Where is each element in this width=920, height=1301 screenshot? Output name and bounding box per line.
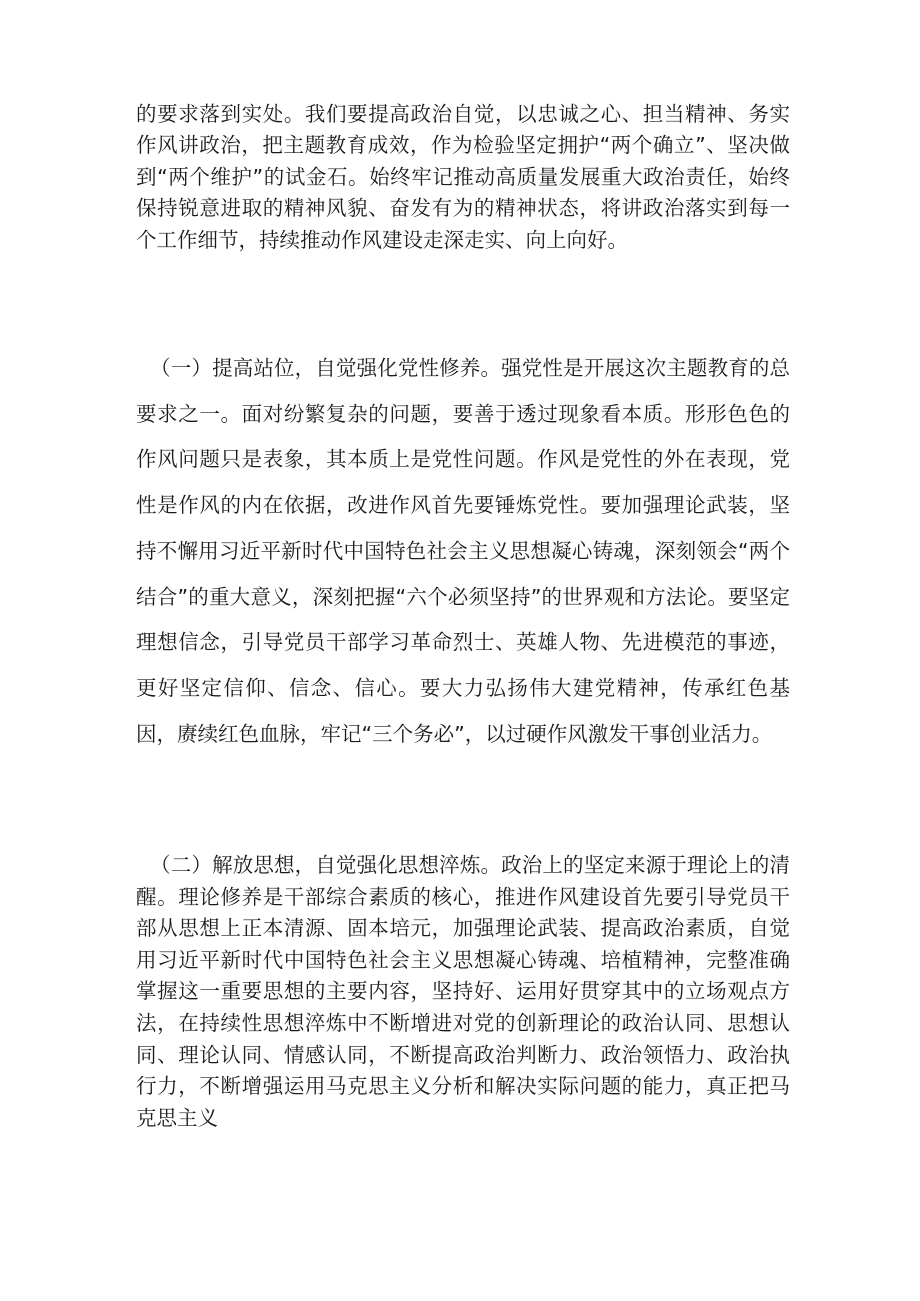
paragraph-section-one-text: （一）提高站位，自觉强化党性修养。强党性是开展这次主题教育的总要求之一。面对纷繁复杂的问题，要善于透过现象看本质。形形色色的作风问题只是表象，其本质上是党性问题。作风是党性的外在表现，党性是作风的内在依据，改进作风首先要锤炼党性。要加强理论武装，坚持不懈用习近平新时代中国特色社会主义思想凝心铸魂，深刻领会“两个结合”的重大意义，深刻把握“六个必须坚持”的世界观和方法论。要坚定理想信念，引导党员干部学习革命烈士、英雄人物、先进模范的事迹，更好坚定信仰、信念、信心。要大力弘扬伟大建党精神，传承红色基因，赓续红色血脉，牢记“三个务必”，以过硬作风激发干事创业活力。 <box>136 356 790 746</box>
paragraph-section-one <box>136 346 790 757</box>
paragraph-continuation: 的要求落到实处。我们要提高政治自觉，以忠诚之心、担当精神、务实作风讲政治，把主题教育成效，作为检验坚定拥护“两个确立”、坚决做到“两个维护”的试金石。始终牢记推动高质量发展重大政治责任，始终保持锐意进取的精神风貌、奋发有为的精神状态，将讲政治落实到每一个工作细节，持续推动作风建设走深走实、向上向好。 <box>136 102 790 252</box>
paragraph-section-two <box>136 850 790 1134</box>
paragraph-section-two-text: （二）解放思想，自觉强化思想淬炼。政治上的坚定来源于理论上的清醒。理论修养是干部综合素质的核心，推进作风建设首先要引导党员干部从思想上正本清源、固本培元，加强理论武装、提高政治素质，自觉用习近平新时代中国特色社会主义思想凝心铸魂、培植精神，完整准确掌握这一重要思想的主要内容，坚持好、运用好贯穿其中的立场观点方法，在持续性思想淬炼中不断增进对党的创新理论的政治认同、思想认同、理论认同、情感认同，不断提高政治判断力、政治领悟力、政治执行力，不断增强运用马克思主义分析和解决实际问题的能力，真正把马克思主义 <box>136 853 790 1130</box>
